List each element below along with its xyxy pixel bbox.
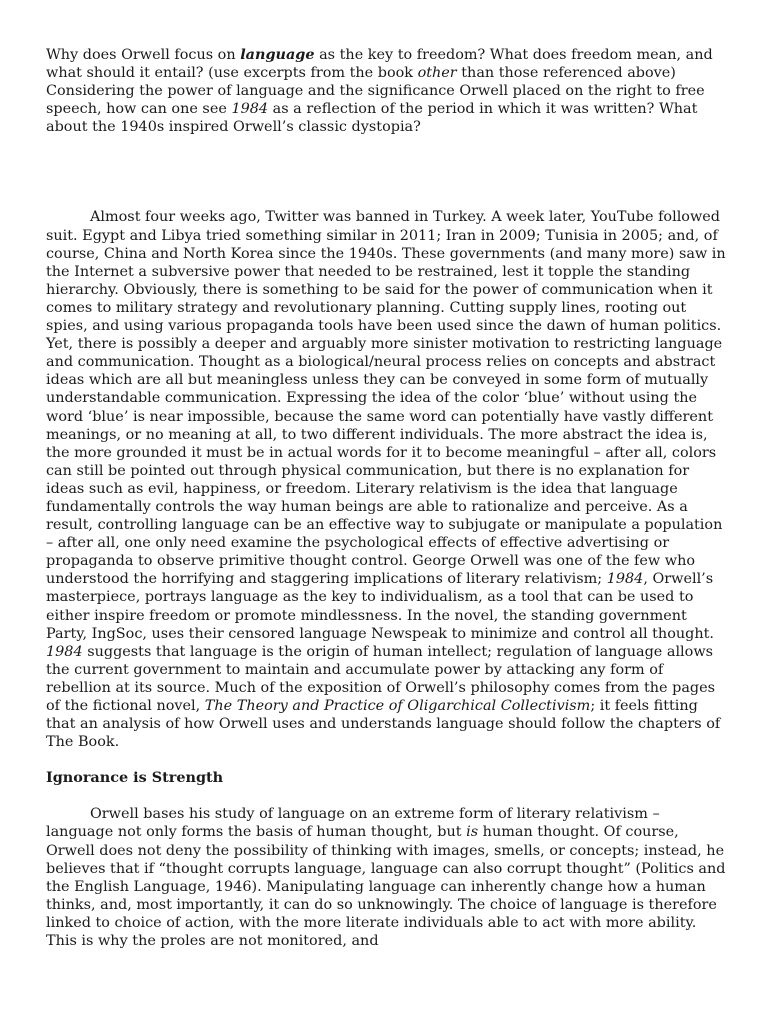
prompt-emphasis-other: other bbox=[417, 65, 457, 82]
section-heading: Ignorance is Strength bbox=[46, 769, 224, 787]
section-paragraph bbox=[46, 805, 726, 950]
intro-paragraph bbox=[46, 208, 726, 751]
document-page bbox=[46, 46, 726, 950]
prompt-text: as the key to freedom? What does freedom mean, and what should it entail? (use excerpts from the book bbox=[46, 47, 713, 82]
paragraph-text: Almost four weeks ago, Twitter was banned in Turkey. A week later, YouTube followed suit. Egypt and Libya tried something similar in 2011; Iran in 2009; Tunisia in 2005; and, of course, China and North Korea since the 1940s. These governments (and many more) saw in the Internet a subversive power that needed to be restrained, lest it topple the standing hierarchy. Obviously, there is something to be said for the power of communication when it comes to military strategy and revolutionary planning. Cutting supply lines, rooting out spies, and using various propaganda tools have been used since the dawn of human politics. Yet, there is possibly a deeper and arguably more sinister motivation to restricting language and communication. Thought as a biological/neural process relies on concepts and abstract ideas which are all but meaningless unless they can be conveyed in some form of mutually understandable communication. Expressing the idea of the color ‘blue’ without using the word ‘blue’ is near impossible, because the same word can potentially have vastly different meanings, or no meaning at all, to two different individuals. The more abstract the idea is, the more grounded it must be in actual words for it to become meaningful – after all, colors can still be pointed out through physical communication, but there is no explanation for ideas such as evil, happiness, or freedom. Literary relativism is the idea that language fundamentally controls the way human beings are able to rationalize and perceive. As a result, controlling language can be an effective way to subjugate or manipulate a population – after all, one only need examine the psychological effects of effective advertising or propaganda to observe primitive thought control. George Orwell was one of the few who understood the horrifying and staggering implications of literary relativism; bbox=[46, 209, 726, 588]
prompt-emphasis-language: language bbox=[240, 46, 315, 63]
paragraph-text: , Orwell’s masterpiece, portrays language as the key to individualism, as a tool that can be used to either inspire freedom or promote mindlessness. In the novel, the standing government Party, IngSoc, uses their censored language Newspeak to minimize and control all thought. bbox=[46, 571, 714, 642]
title-1984: 1984 bbox=[606, 571, 644, 588]
paragraph-text: human thought. Of course, Orwell does not deny the possibility of thinking with images, smells, or concepts; instead, he believes that if “thought corrupts language, language can also corrupt thought” (Politics and the English Language, 1946). Manipulating language can inherently change how a human thinks, and, most importantly, it can do so unknowingly. The choice of language is therefore linked to choice of action, with the more literate individuals able to act with more ability. This is why the proles are not monitored, and bbox=[46, 824, 726, 950]
book-title: The Theory and Practice of Oligarchical Collectivism bbox=[204, 698, 591, 714]
essay-prompt bbox=[46, 46, 726, 136]
emphasis-is: is bbox=[466, 824, 479, 841]
prompt-title-1984: 1984 bbox=[231, 101, 269, 118]
prompt-text: than those referenced above) Considering the power of language and the significance Orwell placed on the right to free speech, how can one see bbox=[46, 65, 705, 118]
title-1984: 1984 bbox=[46, 643, 83, 660]
paragraph-text: suggests that language is the origin of human intellect; regulation of language allows the current government to maintain and accumulate power by attacking any form of rebellion at its source. Much of the exposition of Orwell’s philosophy comes from the pages of the fictional novel, bbox=[46, 643, 716, 714]
prompt-text: as a reflection of the period in which it was written? What about the 1940s inspired Orwell’s classic dystopia? bbox=[46, 101, 698, 136]
prompt-text: Why does Orwell focus on bbox=[46, 47, 241, 63]
paragraph-text: Orwell bases his study of language on an extreme form of literary relativism – language not only forms the basis of human thought, but bbox=[46, 806, 660, 841]
paragraph-text: ; it feels fitting that an analysis of how Orwell uses and understands language should follow the chapters of The Book. bbox=[46, 698, 721, 751]
